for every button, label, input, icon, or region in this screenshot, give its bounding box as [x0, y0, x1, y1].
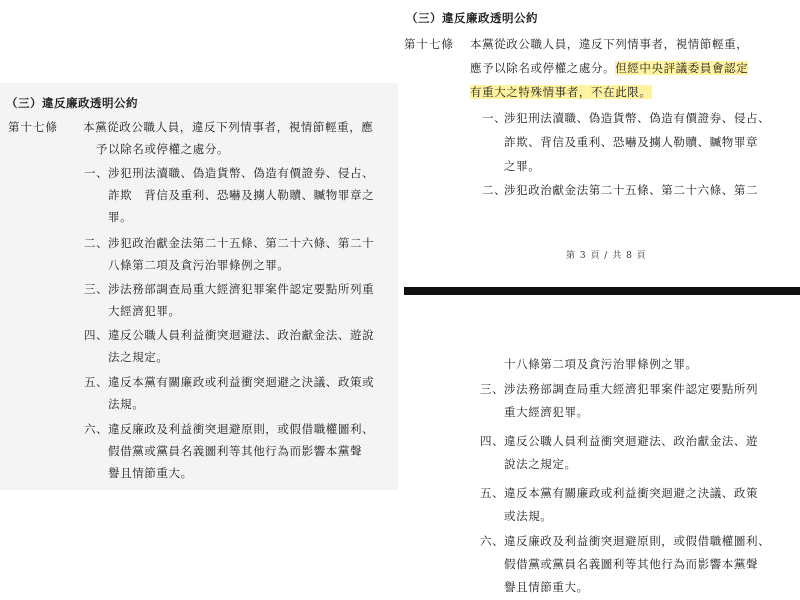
article-intro-line: 本黨從政公職人員，違反下列情事者，視情節輕重， — [470, 37, 749, 51]
item-line: 大經濟犯罪。 — [108, 304, 181, 318]
item-line: 違反本黨有關廉政或利益衝突迴避之決議、政策或 — [108, 375, 375, 389]
item-number: 六、 — [84, 422, 109, 436]
item-line: 或法規。 — [504, 509, 553, 523]
article-intro-line — [470, 60, 748, 76]
item-number: 一、 — [84, 166, 109, 180]
item-number: 二、 — [482, 183, 507, 197]
article-intro-line: 本黨從政公職人員，違反下列情事者，視情節輕重，應 — [83, 120, 374, 134]
item-line: 重大經濟犯罪。 — [504, 405, 589, 419]
item-line: 涉犯刑法瀆職、偽造貨幣、偽造有價證券、侵占、 — [108, 166, 375, 180]
item-line: 譽且情節重大。 — [108, 466, 193, 480]
article-label: 第十七條 — [404, 37, 454, 51]
item-line: 涉法務部調查局重大經濟犯罪案件認定要點所列重 — [108, 282, 375, 296]
intro-text: 應予以除名或停權之處分。 — [470, 61, 616, 75]
item-line: 違反廉政及利益衝突迴避原則，或假借職權圖利、 — [108, 422, 375, 436]
page-footer: 第 3 頁 / 共 8 頁 — [566, 251, 647, 261]
item-line: 涉犯政治獻金法第二十五條、第二十六條、第二十 — [108, 236, 375, 250]
article-intro-line — [470, 84, 652, 100]
section-title: （三）違反廉政透明公約 — [6, 96, 138, 110]
highlighted-text: 但經中央評議委員會認定 — [615, 61, 749, 75]
item-number: 五、 — [84, 375, 109, 389]
item-line: 假借黨或黨員名義圖利等其他行為而影響本黨聲 — [504, 557, 759, 571]
left-document-panel — [0, 83, 398, 490]
item-number: 五、 — [480, 486, 505, 500]
item-number: 三、 — [480, 382, 505, 396]
article-label: 第十七條 — [8, 120, 58, 134]
right-top-document-panel — [398, 0, 800, 262]
item-line: 譽且情節重大。 — [504, 580, 589, 594]
right-bottom-document-panel — [398, 295, 800, 600]
item-number: 六、 — [480, 534, 505, 548]
item-line: 八條第二項及貪污治罪條例之罪。 — [108, 258, 290, 272]
item-line: 之罪。 — [504, 159, 541, 173]
article-intro-line: 予以除名或停權之處分。 — [96, 142, 230, 156]
item-number: 四、 — [84, 328, 109, 342]
item-number: 一、 — [482, 111, 507, 125]
item-line: 涉犯刑法瀆職、偽造貨幣、偽造有價證券、侵占、 — [504, 111, 771, 125]
item-line: 十八條第二項及貪污治罪條例之罪。 — [504, 357, 698, 371]
item-line: 說法之規定。 — [504, 457, 577, 471]
item-number: 二、 — [84, 236, 109, 250]
highlighted-text: 有重大之特殊情事者，不在此限。 — [470, 85, 652, 99]
item-line: 法之規定。 — [108, 350, 169, 364]
item-line: 詐欺、背信及重利、恐嚇及擄人勒贖、贓物罪章 — [504, 135, 759, 149]
item-line: 違反本黨有關廉政或利益衝突迴避之決議、政策 — [504, 486, 759, 500]
item-line: 詐欺 背信及重利、恐嚇及擄人勒贖、贓物罪章之 — [108, 188, 375, 202]
item-line: 涉法務部調查局重大經濟犯罪案件認定要點所列 — [504, 382, 759, 396]
item-line: 違反廉政及利益衝突迴避原則，或假借職權圖利、 — [504, 534, 771, 548]
page-break-bar — [404, 287, 800, 295]
item-line: 法規。 — [108, 397, 145, 411]
item-line: 違反公職人員利益衝突迴避法、政治獻金法、遊說 — [108, 328, 375, 342]
item-line: 涉犯政治獻金法第二十五條、第二十六條、第二 — [504, 183, 759, 197]
item-number: 三、 — [84, 282, 109, 296]
item-line: 違反公職人員利益衝突迴避法、政治獻金法、遊 — [504, 434, 759, 448]
item-number: 四、 — [480, 434, 505, 448]
item-line: 假借黨或黨員名義圖利等其他行為而影響本黨聲 — [108, 444, 363, 458]
item-line: 罪。 — [108, 210, 133, 224]
section-title: （三）違反廉政透明公約 — [406, 11, 538, 25]
